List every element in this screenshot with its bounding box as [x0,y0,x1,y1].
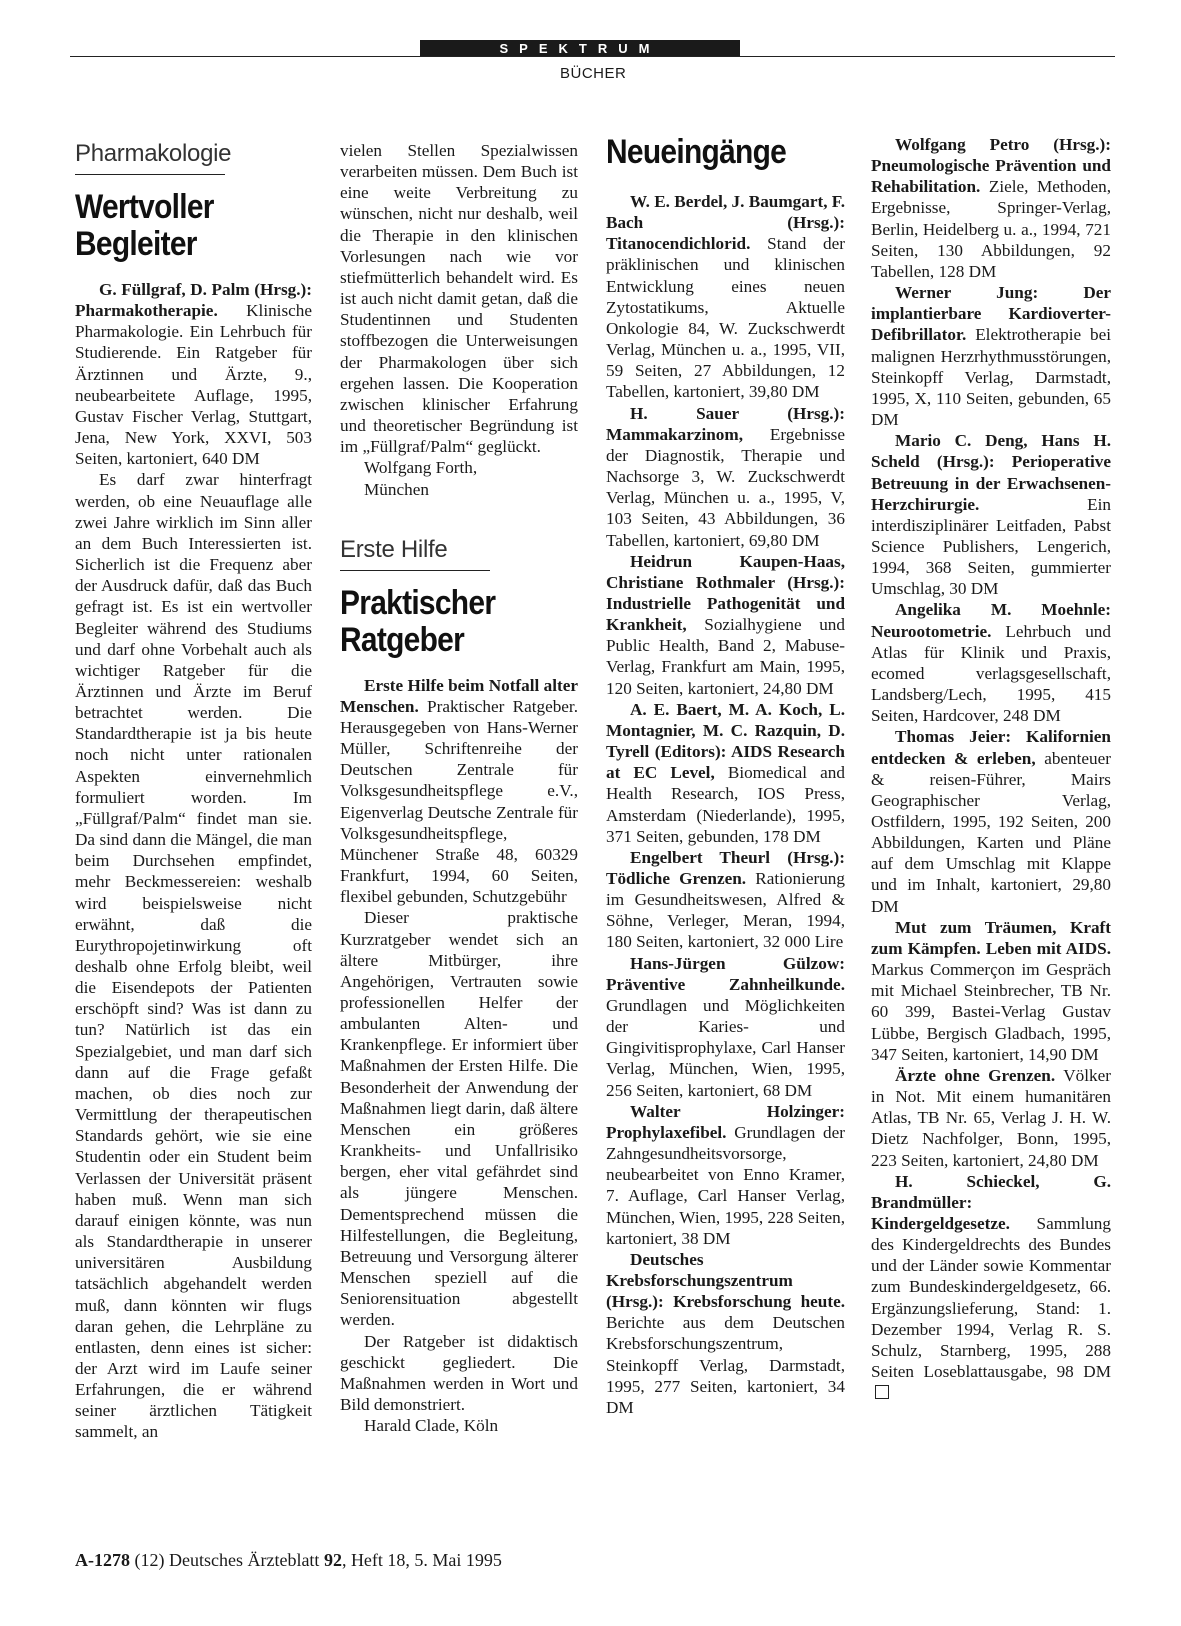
entry-rest: Ergebnisse der Diagnostik, Therapie und Nachsorge 3, W. Zuckschwerdt Verlag, München u. a., 1995, V, 103 Seiten, 43 Abbildungen, 36 Tabellen, kartoniert, 69,80 DM [606,424,845,550]
book-citation [340,675,578,908]
review-body-continued: vielen Stellen Spezialwissen verarbeiten müssen. Dem Buch ist eine weite Verbreitung zu wünschen, nicht nur deshalb, weil die Therapie in den klinischen Vorlesungen nach wie vor stiefmütterlich behandelt wird. Es ist auch nicht damit getan, daß die Studentinnen und Studenten stoffbezogen die Unterweisungen der Pharmakologen über sich ergehen lassen. Die Kooperation zwischen klinischer Erfahrung und theoretischer Begründung ist im „Füllgraf/Palm“ geglückt. [340,141,578,457]
entry-rest: Grundlagen der Zahngesundheitsvorsorge, neubearbeitet von Enno Kramer, 7. Auflage, Carl Hanser Verlag, München, Wien, 1995, 228 Seiten, kartoniert, 38 DM [606,1122,845,1248]
entry-bold: H. Schieckel, G. Brandmüller: Kindergeldgesetze. [871,1171,1111,1233]
entry-bold: Werner Jung: Der implantierbare Kardioverter-Defibrillator. [871,283,1111,345]
headline-article2 [340,585,549,659]
entry-rest: abenteuer & reisen-Führer, Mairs Geographischer Verlag, Ostfildern, 1995, 192 Seiten, 200 Abbildungen, Karten und Pläne auf dem Umschlag mit Klappe und im Inhalt, kartoniert, 29,80 DM [871,748,1112,916]
section-label: BÜCHER [560,65,627,82]
entry-bold: Heidrun Kaupen-Haas, Christiane Rothmaler (Hrsg.): Industrielle Pathogenität und Krankheit, [606,551,845,635]
entry-bold: H. Sauer (Hrsg.): Mammakarzinom, [606,403,845,444]
entry-bold: Hans-Jürgen Gülzow: Präventive Zahnheilkunde. [606,953,845,994]
book-entry [606,551,845,699]
author-city: München [364,479,429,499]
rubric-erste-hilfe: Erste Hilfe [340,536,490,571]
book-entry [871,1065,1111,1171]
column-4 [871,134,1111,1403]
entry-rest: Ziele, Methoden, Ergebnisse, Springer-Verlag, Berlin, Heidelberg u. a., 1994, 721 Seiten, 130 Abbildungen, 92 Tabellen, 128 DM [871,177,1111,281]
entry-rest: Sammlung des Kindergeldrechts des Bundes und der Länder sowie Kommentar zum Bundeskindergeldgesetz, 66. Ergänzungslieferung, Stand: 1. Dezember 1994, Verlag R. S. Schulz, Starnberg, 1995, 288 Seiten Loseblattausgabe, 98 DM [871,1213,1111,1382]
author-name: Wolfgang Forth, [364,458,478,478]
entry-rest: Markus Commerçon im Gespräch mit Michael Steinbrecher, TB Nr. 60 399, Bastei-Verlag Gustav Lübbe, Bergisch Gladbach, 1995, 347 Seiten, kartoniert, 14,90 DM [871,960,1111,1064]
headline-article1 [75,189,284,263]
review-body: Es darf zwar hinterfragt werden, ob eine Neuauflage alle zwei Jahre wirklich im Sinn aller an dem Buch Interessierten ist. Sicherlich ist die Frequenz aber der Ausdruck dafür, daß das Buch gefragt ist. Es ist ein wertvoller Begleiter während des Studiums und darf ohne Vorbehalt auch als wichtiger Ratgeber für die Ärztinnen und Ärzte im Beruf betrachtet werden. Die Standardtherapie ist ja bis heute noch nicht unter rationalen Aspekten einvernehmlich formuliert worden. Im „Füllgraf/Palm“ findet man sie. Da sind dann die Mängel, die man beim Durchsehen empfindet, mehr Beckmessereien: weshalb wird beispielsweise nicht erwähnt, daß die Eurythropojetinwirkung oft deshalb ohne Erfolg bleibt, weil die Eisendepots der Patienten erschöpft sind? Was ist dann zu tun? Natürlich ist das ein Spezialgebiet, und man darf sich dann auf die Frage gefaßt machen, ob dies noch zur Vermittlung der therapeutischen Standards gehört, wie sie eine Studentin oder ein Student beim Verlassen der Universität präsent haben muß. Wenn man sich darauf einigen könnte, was nun als Standardtherapie in unserer universitären Ausbildung tatsächlich abgehandelt werden muß, dann könnten wir flugs daran gehen, die Lehrpläne zu entlasten, denn eines ist sicher: der Arzt wird im Laufe seiner Erfahrungen, die er während seiner ärztlichen Tätigkeit sammelt, an [75,470,312,1442]
book-entry [606,1101,845,1249]
book-entry [606,847,845,953]
book-citation [75,279,312,469]
column-1 [75,140,312,1443]
book-entry [606,1249,845,1418]
entry-bold: W. E. Berdel, J. Baumgart, F. Bach (Hrsg.): Titanocendichlorid. [606,192,846,254]
header-rule [70,56,1115,57]
headline-line1: Praktischer [340,583,496,622]
headline-line1: Wertvoller [75,188,214,226]
book-entry [606,191,845,403]
column-2 [340,140,578,1436]
citation-bold: Erste Hilfe beim Notfall alter Menschen. [340,675,578,716]
book-entry [871,726,1111,916]
entry-rest: Biomedical and Health Research, IOS Press, Amsterdam (Niederlande), 1995, 371 Seiten, gebunden, 178 DM [606,763,845,846]
review-body: Dieser praktische Kurzratgeber wendet sich an ältere Mitbürger, ihre Angehörigen, Vertrauten sowie professionellen Helfer der ambulanten Alten- und Krankenpflege. Er informiert über Maßnahmen der Ersten Hilfe. Die Besonderheit der Anwendung der Maßnahmen liegt darin, daß ältere Menschen ein größeres Krankheits- und Unfallrisiko bergen, eher vital gefährdet sind als jüngere Menschen. Dementsprechend müssen die Hilfestellungen, die Begleitung, Betreuung und Versorgung älterer Menschen speziell auf die Seniorensituation abgestellt werden. [340,908,578,1330]
entry-bold: Angelika M. Moehnle: Neurootometrie. [871,600,1111,641]
footer-post: , Heft 18, 5. Mai 1995 [341,1550,502,1570]
book-entry [871,1171,1111,1404]
entries-list-b [871,134,1111,1403]
entry-bold: A. E. Baert, M. A. Koch, L. Montagnier, M. C. Razquin, D. Tyrell (Editors): AIDS Research at EC Level, [606,699,845,783]
citation-bold: G. Füllgraf, D. Palm (Hrsg.): Pharmakotherapie. [75,280,312,321]
entry-bold: Mario C. Deng, Hans H. Scheld (Hrsg.): Perioperative Betreuung in der Erwachsenen-Herzchirurgie. [871,431,1111,514]
entry-bold: Deutsches Krebsforschungszentrum (Hrsg.): Krebsforschung heute. [606,1249,845,1312]
entry-rest: Rationierung im Gesundheitswesen, Alfred & Söhne, Verleger, Meran, 1994, 180 Seiten, kartoniert, 32 000 Lire [606,869,845,952]
book-entry [871,599,1111,726]
review-body: Der Ratgeber ist didaktisch geschickt gegliedert. Die Maßnahmen werden in Wort und Bild demonstriert. [340,1331,578,1414]
entry-rest: Lehrbuch und Atlas für Klinik und Praxis, ecomed verlagsgesellschaft, Landsberg/Lech, 1995, 415 Seiten, Hardcover, 248 DM [871,621,1111,726]
citation-rest: Klinische Pharmakologie. Ein Lehrbuch für Studierende. Ein Ratgeber für Ärztinnen und Ärzte, 9., neubearbeitete Auflage, 1995, Gustav Fischer Verlag, Stuttgart, Jena, New York, XXVI, 503 Seiten, kartoniert, 640 DM [75,301,312,469]
book-entry [871,282,1111,430]
page-number: A-1278 [75,1550,130,1570]
book-entry [606,699,845,847]
end-mark-icon [875,1385,889,1399]
footer-pre: (12) Deutsches Ärzteblatt [134,1550,324,1570]
book-entry [606,953,845,1101]
column-3 [606,134,845,1418]
entry-rest: Berichte aus dem Deutschen Krebsforschungszentrum, Steinkopff Verlag, Darmstadt, 1995, 277 Seiten, kartoniert, 34 DM [606,1313,845,1417]
entry-bold: Engelbert Theurl (Hrsg.): Tödliche Grenzen. [606,847,845,888]
author: Harald Clade, Köln [364,1416,499,1436]
headline-neueingaenge: Neueingänge [606,133,787,171]
entry-bold: Thomas Jeier: Kalifornien entdecken & erleben, [871,727,1111,768]
entries-list-a [606,191,845,1418]
rubric-pharmakologie: Pharmakologie [75,140,225,175]
entry-rest: Grundlagen und Möglichkeiten der Karies- und Gingivitisprophylaxe, Carl Hanser Verlag, München, Wien, 1995, 256 Seiten, kartoniert, 68 DM [606,995,845,1100]
entry-rest: Elektrotherapie bei malignen Herzrhythmusstörungen, Steinkopff Verlag, Darmstadt, 1995, X, 110 Seiten, gebunden, 65 DM [871,325,1111,430]
book-entry [606,403,845,551]
entry-rest: Ein interdisziplinärer Leitfaden, Pabst Science Publishers, Lengerich, 1994, 368 Seiten, gummierter Umschlag, 30 DM [871,494,1111,599]
footer-volume: 92 [323,1550,342,1570]
entry-rest: Stand der präklinischen und klinischen Entwicklung eines neuen Zytostatikums, Aktuelle Onkologie 84, W. Zuckschwerdt Verlag, München u. a., 1995, VII, 59 Seiten, 27 Abbildungen, 12 Tabellen, kartoniert, 39,80 DM [606,234,845,402]
section-bar: SPEKTRUM [420,40,740,57]
entry-bold: Wolfgang Petro (Hrsg.): Pneumologische Prävention und Rehabilitation. [871,135,1111,197]
entry-rest: Sozialhygiene und Public Health, Band 2, Mabuse-Verlag, Frankfurt am Main, 1995, 120 Seiten, kartoniert, 24,80 DM [606,615,845,698]
entry-bold: Walter Holzinger: Prophylaxefibel. [606,1101,845,1142]
headline-line2: Ratgeber [340,620,465,659]
page-footer [75,1550,502,1571]
citation-rest: Praktischer Ratgeber. Herausgegeben von Hans-Werner Müller, Schriftenreihe der Deutschen Zentrale für Volksgesundheitspflege e.V., Eigenverlag Deutsche Zentrale für Volksgesundheitspflege, Münchener Straße 48, 60329 Frankfurt, 1994, 60 Seiten, flexibel gebunden, Schutzgebühr [340,696,578,907]
headline-line2: Begleiter [75,225,197,263]
entry-bold: Mut zum Träumen, Kraft zum Kämpfen. Leben mit AIDS. [871,917,1111,958]
entry-bold: Ärzte ohne Grenzen. [895,1065,1056,1085]
entry-rest: Völker in Not. Mit einem humanitären Atlas, TB Nr. 65, Verlag J. H. W. Dietz Nachfolger, Bonn, 1995, 223 Seiten, kartoniert, 24,80 DM [871,1065,1111,1170]
book-entry [871,134,1111,282]
book-entry [871,917,1111,1065]
book-entry [871,430,1111,599]
